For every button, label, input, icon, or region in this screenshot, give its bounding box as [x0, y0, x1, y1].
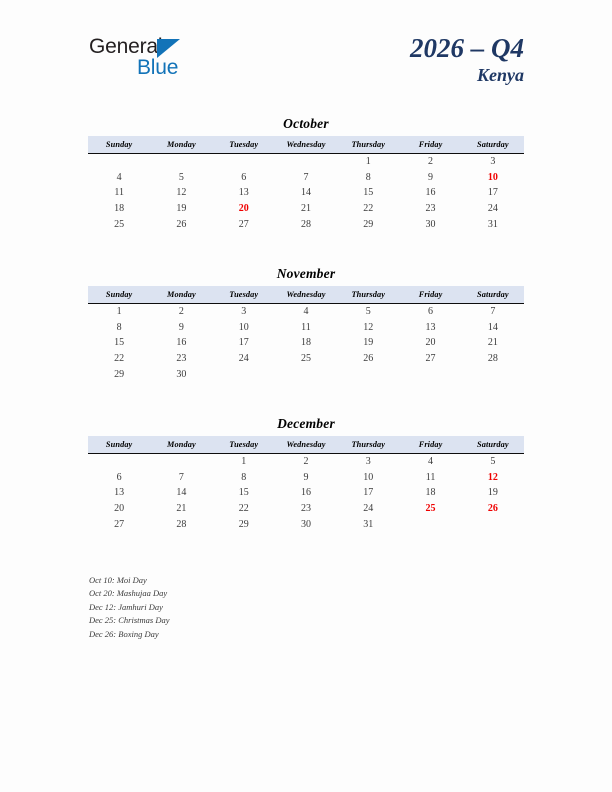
calendar-day[interactable]: 11 [301, 321, 311, 333]
calendar-day[interactable]: 15 [114, 337, 125, 349]
calendar-day-empty [213, 366, 275, 382]
calendar-week-row [88, 320, 524, 336]
weekday-header-wednesday: Wednesday [275, 136, 337, 154]
calendar-day[interactable]: 20 [114, 503, 125, 515]
weekday-header-monday: Monday [150, 436, 212, 454]
calendar-day[interactable]: 4 [116, 171, 122, 183]
weekday-header-saturday: Saturday [462, 436, 524, 454]
calendar-day[interactable]: 28 [176, 518, 187, 530]
calendar-day[interactable]: 30 [176, 368, 187, 380]
calendar-day[interactable]: 17 [363, 487, 374, 499]
calendar-day[interactable]: 30 [425, 218, 436, 230]
calendar-day[interactable]: 10 [363, 471, 374, 483]
weekday-header-row [88, 436, 524, 454]
calendar-day[interactable]: 7 [303, 171, 309, 183]
calendar-day[interactable]: 30 [300, 518, 311, 530]
calendar-day[interactable]: 3 [490, 156, 496, 168]
calendar-day[interactable]: 11 [425, 471, 436, 483]
calendar-day[interactable]: 16 [425, 187, 436, 199]
holiday-legend-item: Dec 12: Jamhuri Day [89, 601, 163, 612]
calendar-day[interactable]: 3 [365, 456, 371, 468]
calendar-week-row [88, 201, 524, 217]
weekday-header-tuesday: Tuesday [213, 436, 275, 454]
calendar-day[interactable]: 6 [428, 306, 434, 318]
calendar-day-empty [213, 154, 275, 170]
calendar-day-empty [150, 454, 212, 470]
calendar-day[interactable]: 2 [303, 456, 309, 468]
calendar-day[interactable]: 23 [300, 503, 311, 515]
holiday-legend [89, 574, 389, 641]
calendar-day[interactable]: 21 [300, 203, 311, 215]
calendar-day[interactable]: 10 [238, 321, 249, 333]
calendar-day[interactable]: 24 [238, 353, 249, 365]
calendar-day-holiday[interactable]: 26 [487, 503, 498, 515]
calendar-day[interactable]: 15 [238, 487, 249, 499]
calendar-day[interactable]: 29 [114, 368, 125, 380]
calendar-body [88, 154, 524, 232]
month-title: November [276, 266, 336, 281]
month-title: December [277, 416, 335, 431]
calendar-day[interactable]: 5 [490, 456, 496, 468]
weekday-header-friday: Friday [399, 436, 461, 454]
calendar-day[interactable]: 24 [487, 203, 498, 215]
calendar-day[interactable]: 12 [363, 321, 374, 333]
calendar-day[interactable]: 31 [363, 518, 374, 530]
weekday-header-sunday: Sunday [88, 136, 150, 154]
calendar-day[interactable]: 8 [365, 171, 371, 183]
weekday-header-wednesday: Wednesday [275, 436, 337, 454]
calendar-day[interactable]: 25 [114, 218, 125, 230]
holiday-legend-item: Dec 25: Christmas Day [89, 615, 170, 626]
calendar-day[interactable]: 18 [300, 337, 311, 349]
month-block-october [88, 114, 524, 232]
calendar-week-row [88, 501, 524, 517]
calendar-day[interactable]: 17 [238, 337, 249, 349]
calendar-day[interactable]: 9 [303, 471, 309, 483]
calendar-day[interactable]: 3 [241, 306, 247, 318]
calendar-day[interactable]: 19 [176, 203, 187, 215]
calendar-day[interactable]: 17 [487, 187, 498, 199]
calendar-day-empty [399, 366, 461, 382]
calendar-day[interactable]: 1 [365, 156, 371, 168]
calendar-week-row [88, 335, 524, 351]
calendar-day[interactable]: 5 [365, 306, 371, 318]
calendar-day[interactable]: 18 [425, 487, 436, 499]
calendar-day[interactable]: 22 [238, 503, 249, 515]
logo-word-blue: Blue [137, 56, 179, 79]
calendar-day[interactable]: 1 [116, 306, 122, 318]
calendar-day-empty [337, 366, 399, 382]
calendar-table [88, 136, 524, 232]
weekday-header-friday: Friday [399, 286, 461, 304]
calendar-day[interactable]: 26 [363, 353, 374, 365]
calendar-day[interactable]: 4 [428, 456, 434, 468]
calendar-week-row [88, 170, 524, 186]
calendar-day[interactable]: 5 [178, 171, 184, 183]
calendar-day-empty [462, 366, 524, 382]
calendar-day[interactable]: 8 [116, 321, 122, 333]
month-block-december [88, 414, 524, 532]
page-title: 2026 – Q4 [410, 33, 524, 63]
calendar-day-empty [88, 154, 150, 170]
calendar-day[interactable]: 13 [238, 187, 249, 199]
weekday-header-wednesday: Wednesday [275, 286, 337, 304]
page-header [0, 0, 612, 108]
calendar-day[interactable]: 27 [425, 353, 436, 365]
calendar-day[interactable]: 27 [114, 518, 125, 530]
calendar-day[interactable]: 4 [303, 306, 309, 318]
calendar-day[interactable]: 7 [178, 471, 184, 483]
calendar-day-empty [150, 154, 212, 170]
calendar-day[interactable]: 2 [428, 156, 434, 168]
calendar-week-row [88, 185, 524, 201]
calendar-day[interactable]: 14 [176, 487, 187, 499]
calendar-week-row [88, 216, 524, 232]
month-title: October [283, 116, 329, 131]
weekday-header-thursday: Thursday [337, 436, 399, 454]
calendar-table [88, 436, 524, 532]
weekday-header-sunday: Sunday [88, 436, 150, 454]
weekday-header-row [88, 286, 524, 304]
calendar-day-empty [275, 154, 337, 170]
calendar-day[interactable]: 6 [241, 171, 247, 183]
calendar-week-row [88, 366, 524, 382]
calendar-day[interactable]: 8 [241, 471, 247, 483]
general-blue-logo [89, 36, 289, 84]
calendar-day-empty [275, 366, 337, 382]
calendar-day-holiday[interactable]: 12 [487, 471, 498, 483]
calendar-day[interactable]: 16 [176, 337, 187, 349]
calendar-day[interactable]: 11 [114, 187, 124, 199]
weekday-header-row [88, 136, 524, 154]
calendar-day[interactable]: 19 [487, 487, 498, 499]
calendar-day[interactable]: 31 [487, 218, 498, 230]
calendar-day[interactable]: 21 [176, 503, 187, 515]
calendar-week-row [88, 485, 524, 501]
calendar-day[interactable]: 15 [363, 187, 374, 199]
calendar-day-holiday[interactable]: 25 [425, 503, 436, 515]
calendar-day[interactable]: 14 [300, 187, 311, 199]
calendar-day[interactable]: 9 [428, 171, 434, 183]
logo-word-general: General [89, 35, 163, 58]
calendar-day-empty [88, 454, 150, 470]
weekday-header-thursday: Thursday [337, 136, 399, 154]
holiday-legend-item: Oct 10: Moi Day [89, 575, 147, 585]
calendar-day[interactable]: 28 [487, 353, 498, 365]
calendar-day[interactable]: 23 [425, 203, 436, 215]
calendar-day[interactable]: 24 [363, 503, 374, 515]
calendar-day[interactable]: 1 [241, 456, 247, 468]
calendar-week-row [88, 351, 524, 367]
page-subtitle-country: Kenya [477, 65, 524, 86]
calendar-day[interactable]: 16 [300, 487, 311, 499]
holiday-legend-item: Dec 26: Boxing Day [89, 628, 159, 639]
weekday-header-monday: Monday [150, 136, 212, 154]
calendar-day[interactable]: 22 [363, 203, 374, 215]
weekday-header-saturday: Saturday [462, 136, 524, 154]
calendar-day-empty [462, 516, 524, 532]
calendar-body [88, 304, 524, 382]
calendar-day[interactable]: 18 [114, 203, 125, 215]
calendar-day[interactable]: 13 [114, 487, 125, 499]
calendar-day[interactable]: 23 [176, 353, 187, 365]
month-block-november [88, 264, 524, 382]
calendar-day[interactable]: 27 [238, 218, 249, 230]
weekday-header-monday: Monday [150, 286, 212, 304]
calendar-day[interactable]: 7 [490, 306, 496, 318]
holiday-legend-item: Oct 20: Mashujaa Day [89, 588, 168, 599]
calendar-week-row [88, 454, 524, 470]
weekday-header-saturday: Saturday [462, 286, 524, 304]
calendar-body [88, 454, 524, 532]
calendar-week-row [88, 154, 524, 170]
calendar-title-block [410, 33, 524, 87]
calendar-day-holiday[interactable]: 20 [238, 203, 249, 215]
calendar-day-holiday[interactable]: 10 [487, 171, 498, 183]
calendar-day[interactable]: 9 [178, 321, 184, 333]
calendar-day[interactable]: 2 [178, 306, 184, 318]
weekday-header-sunday: Sunday [88, 286, 150, 304]
weekday-header-thursday: Thursday [337, 286, 399, 304]
calendar-day[interactable]: 13 [425, 321, 436, 333]
calendar-day[interactable]: 29 [363, 218, 374, 230]
calendar-week-row [88, 516, 524, 532]
calendar-day[interactable]: 12 [176, 187, 187, 199]
calendar-day-empty [399, 516, 461, 532]
calendar-day[interactable]: 25 [300, 353, 311, 365]
weekday-header-friday: Friday [399, 136, 461, 154]
calendar-day[interactable]: 6 [116, 471, 122, 483]
calendar-day[interactable]: 29 [238, 518, 249, 530]
calendar-week-row [88, 304, 524, 320]
calendar-day[interactable]: 28 [300, 218, 311, 230]
calendar-day[interactable]: 21 [487, 337, 498, 349]
weekday-header-tuesday: Tuesday [213, 286, 275, 304]
calendar-table [88, 286, 524, 382]
calendar-day[interactable]: 14 [487, 321, 498, 333]
calendar-day[interactable]: 26 [176, 218, 187, 230]
calendar-day[interactable]: 22 [114, 353, 125, 365]
weekday-header-tuesday: Tuesday [213, 136, 275, 154]
calendar-day[interactable]: 19 [363, 337, 374, 349]
calendar-day[interactable]: 20 [425, 337, 436, 349]
calendar-week-row [88, 470, 524, 486]
